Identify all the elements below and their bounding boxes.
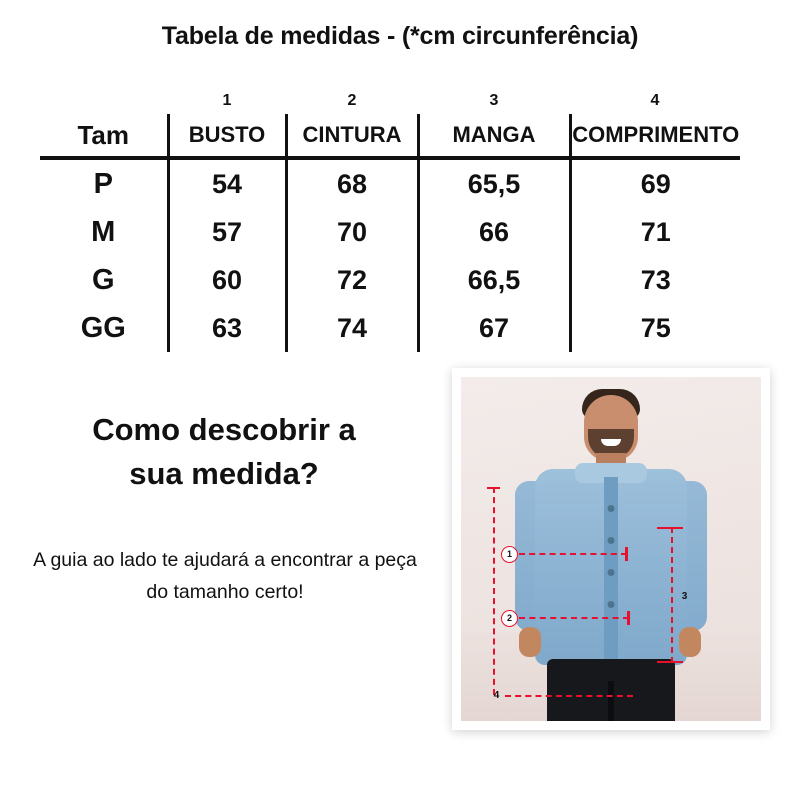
size-table xyxy=(40,88,740,352)
model-hand-left xyxy=(519,627,541,657)
table-row xyxy=(40,158,740,208)
howto-title-line2: sua medida? xyxy=(129,456,319,492)
cell-comprimento: 75 xyxy=(570,304,740,352)
howto-body: A guia ao lado te ajudará a encontrar a peça do tamanho certo! xyxy=(33,549,417,603)
table-row xyxy=(40,256,740,304)
cell-manga: 65,5 xyxy=(418,158,570,208)
table-header-row xyxy=(40,114,740,158)
cell-comprimento: 69 xyxy=(570,158,740,208)
marker-busto: 1 xyxy=(501,546,518,563)
model-hand-right xyxy=(679,627,701,657)
manga-vertical-line xyxy=(671,527,673,663)
comprimento-vertical-line xyxy=(493,487,495,695)
index-comprimento: 4 xyxy=(650,92,660,109)
marker-comprimento: 4 xyxy=(493,690,500,701)
index-cintura: 2 xyxy=(347,92,357,109)
cell-busto: 63 xyxy=(168,304,286,352)
index-manga: 3 xyxy=(489,92,499,109)
marker-cintura: 2 xyxy=(501,610,518,627)
busto-line xyxy=(519,553,627,555)
howto-title xyxy=(24,408,424,496)
jacket-button xyxy=(608,505,615,512)
marker-manga: 3 xyxy=(681,591,688,602)
model-pants xyxy=(547,659,675,721)
table-index-row xyxy=(40,88,740,114)
cintura-end-cap xyxy=(627,611,630,625)
cell-cintura: 68 xyxy=(286,158,418,208)
cell-tam: M xyxy=(91,215,116,248)
cell-tam: G xyxy=(91,263,115,296)
cell-tam: P xyxy=(93,167,113,200)
header-manga: MANGA xyxy=(418,114,570,158)
cell-busto: 60 xyxy=(168,256,286,304)
cell-tam: GG xyxy=(80,311,126,344)
cell-busto: 54 xyxy=(168,158,286,208)
cell-cintura: 74 xyxy=(286,304,418,352)
header-tam: Tam xyxy=(40,114,168,158)
page-title: Tabela de medidas - (*cm circunferência) xyxy=(161,22,639,50)
cintura-line xyxy=(519,617,629,619)
header-comprimento: COMPRIMENTO xyxy=(570,114,740,158)
jacket-button xyxy=(608,601,615,608)
table-row xyxy=(40,208,740,256)
cell-manga: 66,5 xyxy=(418,256,570,304)
cell-cintura: 72 xyxy=(286,256,418,304)
cell-busto: 57 xyxy=(168,208,286,256)
model-photo xyxy=(461,377,761,721)
cell-manga: 66 xyxy=(418,208,570,256)
index-busto: 1 xyxy=(222,92,232,109)
cell-comprimento: 73 xyxy=(570,256,740,304)
jacket-button xyxy=(608,537,615,544)
jacket-button xyxy=(608,569,615,576)
size-table-container xyxy=(40,88,760,352)
comprimento-bottom-line xyxy=(505,695,633,697)
cell-cintura: 70 xyxy=(286,208,418,256)
manga-top-cap xyxy=(657,527,683,529)
header-busto: BUSTO xyxy=(168,114,286,158)
cell-manga: 67 xyxy=(418,304,570,352)
manga-bottom-cap xyxy=(657,661,683,663)
howto-title-line1: Como descobrir a xyxy=(92,412,356,447)
cell-comprimento: 71 xyxy=(570,208,740,256)
table-row xyxy=(40,304,740,352)
header-cintura: CINTURA xyxy=(286,114,418,158)
measurement-photo-card xyxy=(452,368,770,730)
busto-end-cap xyxy=(625,547,628,561)
comprimento-top-cap xyxy=(487,487,500,489)
index-blank xyxy=(40,88,168,114)
